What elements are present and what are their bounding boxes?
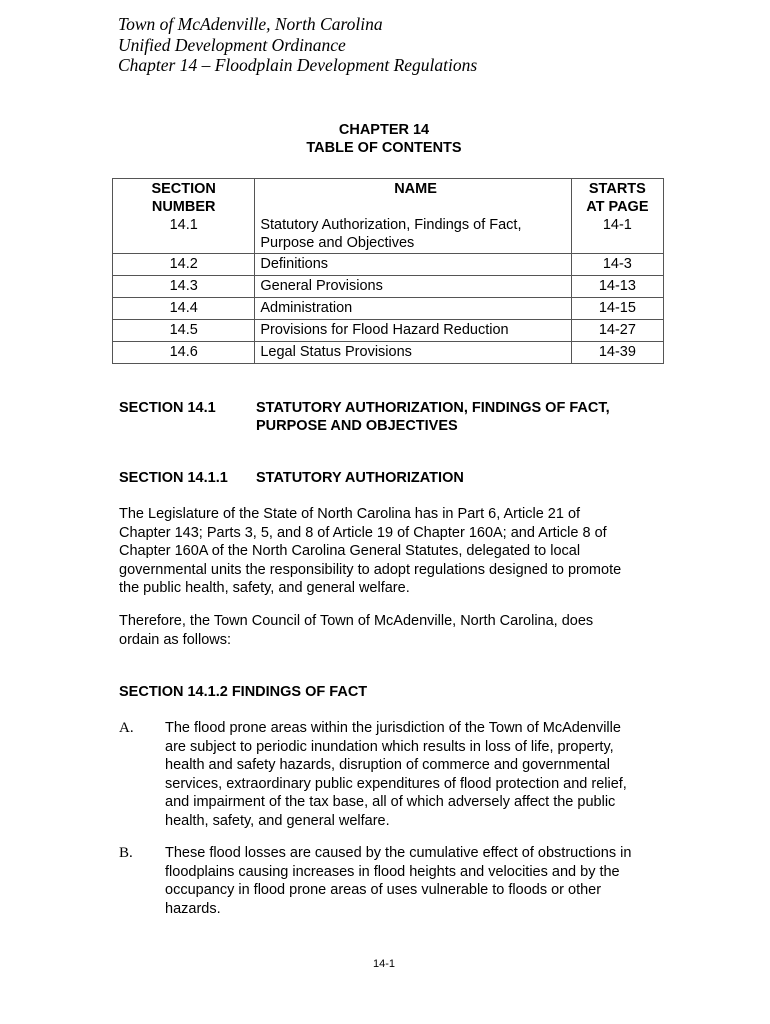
toc-section-name: General Provisions <box>255 276 571 298</box>
toc-start-page: 14-15 <box>571 298 663 320</box>
toc-section-number: 14.1 <box>113 216 255 254</box>
section-14-1-title-line1: STATUTORY AUTHORIZATION, FINDINGS OF FACT, <box>256 400 610 416</box>
toc-start-page: 14-1 <box>571 216 663 254</box>
toc-col-section-header: SECTION NUMBER <box>113 179 255 217</box>
section-14-1-title-line2: PURPOSE AND OBJECTIVES <box>256 418 458 434</box>
toc-start-page: 14-3 <box>571 254 663 276</box>
toc-start-page: 14-13 <box>571 276 663 298</box>
chapter-heading: CHAPTER 14 <box>338 122 430 138</box>
header-town: Town of McAdenville, North Carolina <box>118 14 383 34</box>
toc-start-page: 14-27 <box>571 320 663 342</box>
statutory-authorization-paragraph: The Legislature of the State of North Carolina has in Part 6, Article 21 of Chapter 143; Parts 3, 5, and 8 of Article 19 of Chapter 160A; and Article 8 of Chapter 160A of the North Carolina General Statutes, delegated to local governmental units the responsibility to adopt regulations designed to promote the public health, safety, and general welfare. <box>119 506 622 597</box>
toc-section-number: 14.5 <box>113 320 255 342</box>
toc-col-name-header: NAME <box>255 179 571 217</box>
section-14-1-1-title: STATUTORY AUTHORIZATION <box>256 470 464 486</box>
list-marker-b: B. <box>119 845 133 861</box>
toc-section-number: 14.2 <box>113 254 255 276</box>
toc-row <box>113 298 664 320</box>
toc-col-page-header: STARTS AT PAGE <box>571 179 663 217</box>
document-header <box>118 14 477 76</box>
table-of-contents <box>112 178 664 364</box>
header-ordinance: Unified Development Ordinance <box>118 34 346 55</box>
toc-start-page: 14-39 <box>571 342 663 364</box>
section-14-1-1-label: SECTION 14.1.1 <box>119 470 228 486</box>
toc-section-name: Definitions <box>255 254 571 276</box>
list-marker-a: A. <box>119 720 134 736</box>
toc-row <box>113 320 664 342</box>
toc-section-number: 14.6 <box>113 342 255 364</box>
toc-row <box>113 216 664 254</box>
page-number: 14-1 <box>372 958 396 970</box>
toc-row <box>113 254 664 276</box>
toc-section-number: 14.3 <box>113 276 255 298</box>
toc-section-number: 14.4 <box>113 298 255 320</box>
ordain-paragraph: Therefore, the Town Council of Town of McAdenville, North Carolina, does ordain as follows: <box>119 613 594 648</box>
header-chapter: Chapter 14 – Floodplain Development Regulations <box>118 55 478 75</box>
toc-section-name: Statutory Authorization, Findings of Fact, Purpose and Objectives <box>255 216 571 254</box>
toc-section-name: Provisions for Flood Hazard Reduction <box>255 320 571 342</box>
toc-row <box>113 342 664 364</box>
toc-heading: TABLE OF CONTENTS <box>306 140 462 156</box>
toc-section-name: Legal Status Provisions <box>255 342 571 364</box>
finding-item-b: These flood losses are caused by the cumulative effect of obstructions in floodplains causing increases in flood heights and velocities and by the occupancy in flood prone areas of uses vulnerable to floods or other hazards. <box>165 845 632 917</box>
toc-section-name: Administration <box>255 298 571 320</box>
section-14-1-2-heading: SECTION 14.1.2 FINDINGS OF FACT <box>119 684 368 700</box>
toc-header-row <box>113 179 664 217</box>
finding-item-a: The flood prone areas within the jurisdiction of the Town of McAdenville are subject to periodic inundation which results in loss of life, property, health and safety hazards, disruption of commerce and governmental services, extraordinary public expenditures of flood protection and relief, and impairment of the tax base, all of which adversely affect the public health, safety, and general welfare. <box>165 720 627 829</box>
toc-row <box>113 276 664 298</box>
section-14-1-label: SECTION 14.1 <box>119 400 216 416</box>
